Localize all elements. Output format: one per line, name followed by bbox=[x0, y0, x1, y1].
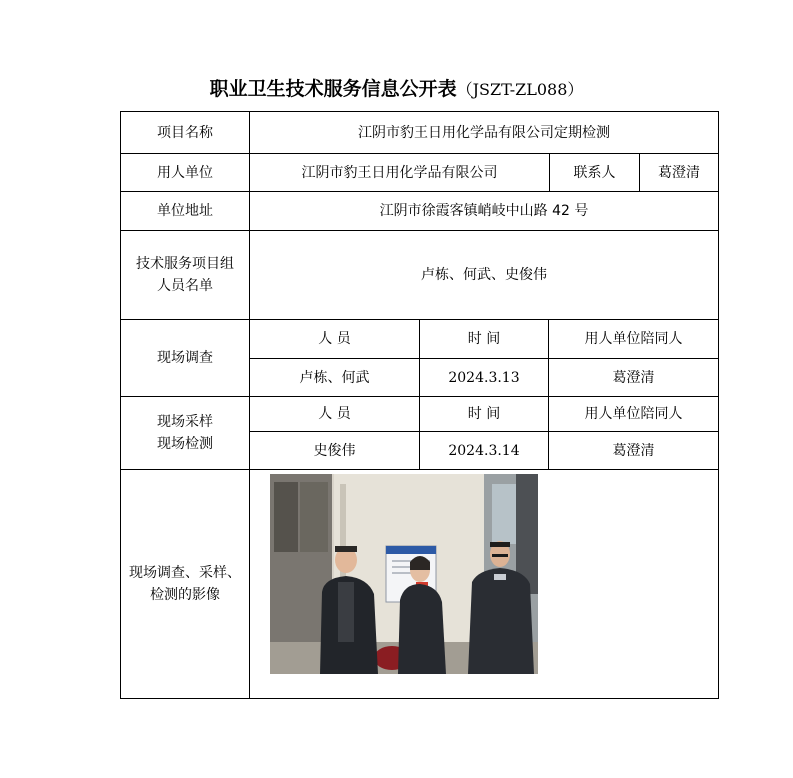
sampling-label-line1: 现场采样 bbox=[157, 414, 213, 430]
survey-label: 现场调查 bbox=[120, 319, 250, 397]
sampling-label bbox=[120, 396, 250, 470]
survey-date: 2024.3.13 bbox=[419, 358, 549, 397]
employer-label: 用人单位 bbox=[120, 153, 250, 192]
site-photo bbox=[270, 474, 538, 674]
contact-label: 联系人 bbox=[549, 153, 640, 192]
sampling-escort: 葛澄清 bbox=[548, 431, 719, 470]
contact-value: 葛澄清 bbox=[639, 153, 719, 192]
title-code: （JSZT-ZL088） bbox=[456, 80, 584, 99]
title-main: 职业卫生技术服务信息公开表 bbox=[209, 78, 457, 100]
survey-header-people: 人 员 bbox=[249, 319, 420, 359]
sampling-people: 史俊伟 bbox=[249, 431, 420, 470]
document-title bbox=[0, 74, 793, 101]
project-label: 项目名称 bbox=[120, 111, 250, 154]
team-label bbox=[120, 230, 250, 320]
address-value: 江阴市徐霞客镇峭岐中山路 42 号 bbox=[249, 191, 719, 231]
address-label: 单位地址 bbox=[120, 191, 250, 231]
images-label bbox=[120, 469, 250, 699]
sampling-date: 2024.3.14 bbox=[419, 431, 549, 470]
survey-header-time: 时 间 bbox=[419, 319, 549, 359]
sampling-label-line2: 现场检测 bbox=[157, 436, 213, 452]
survey-people: 卢栋、何武 bbox=[249, 358, 420, 397]
team-label-line1: 技术服务项目组 bbox=[136, 256, 234, 272]
images-label-line1: 现场调查、采样、 bbox=[129, 565, 241, 581]
team-label-line2: 人员名单 bbox=[157, 278, 213, 294]
images-cell bbox=[249, 469, 719, 699]
sampling-header-escort: 用人单位陪同人 bbox=[548, 396, 719, 432]
project-value: 江阴市豹王日用化学品有限公司定期检测 bbox=[249, 111, 719, 154]
team-value: 卢栋、何武、史俊伟 bbox=[249, 230, 719, 320]
images-label-line2: 检测的影像 bbox=[150, 587, 220, 603]
sampling-header-time: 时 间 bbox=[419, 396, 549, 432]
survey-escort: 葛澄清 bbox=[548, 358, 719, 397]
survey-header-escort: 用人单位陪同人 bbox=[548, 319, 719, 359]
employer-value: 江阴市豹王日用化学品有限公司 bbox=[249, 153, 550, 192]
sampling-header-people: 人 员 bbox=[249, 396, 420, 432]
